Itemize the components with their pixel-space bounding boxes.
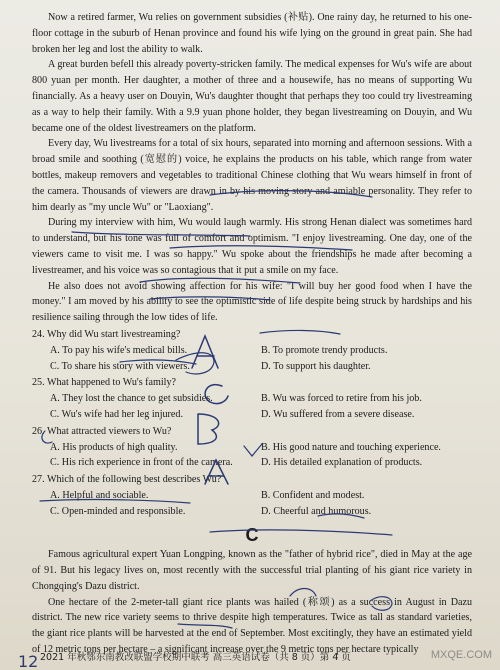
question-26 <box>32 424 472 471</box>
option-c[interactable]: C. Open-minded and responsible. <box>50 505 186 517</box>
passage-b-paragraph-3: Every day, Wu livestreams for a total of six hours, separated into morning and afternoon sessions. With a broad smile and soothing (宽慰的) voice, he explains the products on his table, which range from water bottles, makeup removers and vegetables to traditional Chinese clothing that Wu wears himself in front of the camera. Thousands of viewers are drawn in by his moving story and amiable personality. They refer to him dearly as "my uncle Wu" or "Laoxiang". <box>32 138 472 213</box>
question-options <box>32 343 472 375</box>
question-stem: 27. Which of the following best describes Wu? <box>32 474 222 486</box>
question-list <box>32 327 472 520</box>
question-25 <box>32 375 472 422</box>
page-footer: 2021 年秋鄂东南教改联盟学校期中联考 高三英语试卷（共 8 页）第 4 页 <box>40 652 351 664</box>
option-c[interactable]: C. His rich experience in front of the camera. <box>50 457 233 469</box>
passage-c-paragraph-2: One hectare of the 2-meter-tall giant rice plants was hailed (称颂) as a success in August in Dazu district. The new rice variety seems to thrive despite high temperatures. Twice as tall as standard varieties, the giant rice plants will be harvested at the end of September. Most excitingly, they have an estimated yield of 12 metric tons per hectare – a significant increase over the 9 metric tons per hectare typically <box>32 596 472 656</box>
option-d[interactable]: D. To support his daughter. <box>261 360 371 372</box>
option-b[interactable]: B. To promote trendy products. <box>261 344 388 356</box>
question-stem: 24. Why did Wu start livestreaming? <box>32 328 181 340</box>
question-24 <box>32 327 472 374</box>
question-options <box>32 391 472 423</box>
passage-c-paragraph-1: Famous agricultural expert Yuan Longping, known as the "father of hybrid rice", died in May at the age of 91. But his legacy lives on, most recently with the successful trial planting of his giant rice variety in Chongqing's Dazu district. <box>32 549 472 592</box>
passage-b-paragraph-4: During my interview with him, Wu would laugh warmly. His strong Henan dialect was sometimes hard to understand, but his tone was full of comfort and optimism. "I enjoy livestreaming. One day, one of the viewers came to visit me. I was so happy." Wu spoke about the friendships he made after becoming a livestreamer, and his voice was so contagious that it put a smile on my face. <box>32 217 472 276</box>
question-stem: 26. What attracted viewers to Wu? <box>32 425 172 437</box>
option-b[interactable]: B. His good nature and touching experience. <box>261 441 441 453</box>
question-options <box>32 488 472 520</box>
question-options <box>32 440 472 472</box>
watermark: MXQE.COM <box>430 649 492 662</box>
option-a[interactable]: A. Helpful and sociable. <box>50 489 149 501</box>
option-d[interactable]: D. Wu suffered from a severe disease. <box>261 408 415 420</box>
option-d[interactable]: D. Cheerful and humorous. <box>261 505 372 517</box>
passage-b-paragraph-2: A great burden befell this already poverty-stricken family. The medical expenses for Wu's wife are about 800 yuan per month. Her daughter, a mother of three and a housewife, has no means of supporting Wu financially. As a heavy user on Douyin, Wu's daughter thought that perhaps they too could try livestreaming as a way to help their family. With a 9.9 yuan phone holder, they began livestreaming on Douyin, and Wu became one of the oldest livestreamers on the platform. <box>32 59 472 134</box>
option-a[interactable]: A. They lost the chance to get subsidies. <box>50 393 213 405</box>
option-c[interactable]: C. Wu's wife had her leg injured. <box>50 408 183 420</box>
option-a[interactable]: A. To pay his wife's medical bills. <box>50 344 188 356</box>
option-b[interactable]: B. Confident and modest. <box>261 489 365 501</box>
question-stem: 25. What happened to Wu's family? <box>32 377 176 389</box>
option-b[interactable]: B. Wu was forced to retire from his job. <box>261 393 422 405</box>
option-c[interactable]: C. To share his story with viewers. <box>50 360 190 372</box>
question-27 <box>32 472 472 519</box>
passage-c <box>32 547 472 658</box>
option-d[interactable]: D. His detailed explanation of products. <box>261 457 423 469</box>
passage-b <box>32 10 472 326</box>
passage-b-paragraph-1: Now a retired farmer, Wu relies on government subsidies (补贴). One rainy day, he returned to his one-floor cottage in the suburb of Henan province and found his wife lying on the ground in great pain. She had broken her leg and lost the ability to walk. <box>32 12 472 55</box>
handwritten-page-number: 12 <box>18 652 39 670</box>
option-a[interactable]: A. His products of high quality. <box>50 441 178 453</box>
section-c-title: C <box>245 524 259 545</box>
passage-b-paragraph-5: He also does not avoid showing affection for his wife: "I will buy her good food when I have the money." I am moved by his ability to see the optimistic side of life despite being struck by hardships and his resilience sailing through the low tides of life. <box>32 280 472 324</box>
